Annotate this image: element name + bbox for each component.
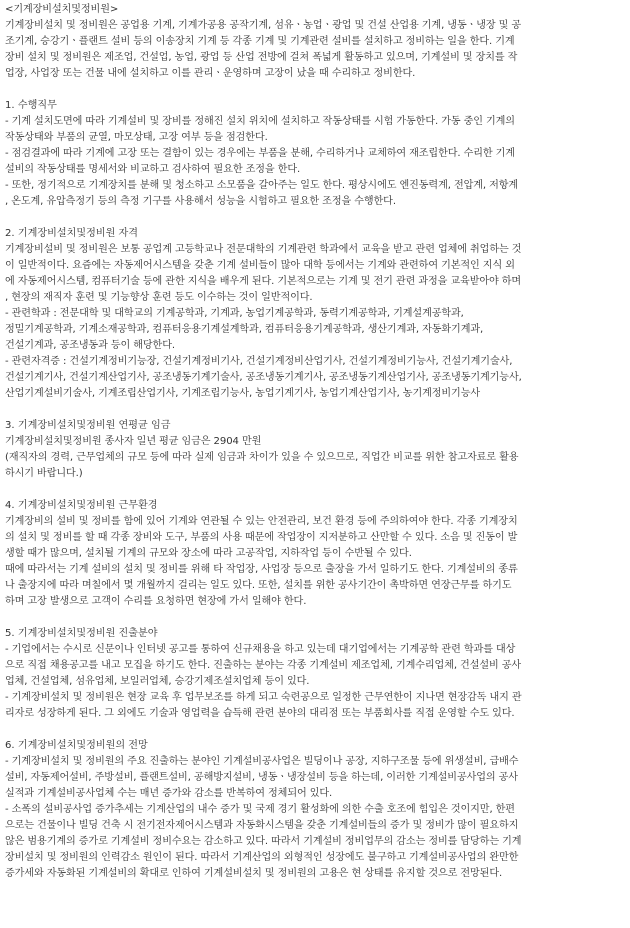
section-line: 작동상태와 부품의 균열, 마모상태, 고장 여부 등을 점검한다.	[5, 132, 268, 143]
section-line: - 기업에서는 수시로 신문이나 인터넷 공고를 통하여 신규채용을 하고 있는데 대기업에서는 기계공학 관련 학과를 대상	[5, 644, 516, 655]
section-heading: 1. 수행직무	[5, 100, 57, 111]
section-line: 나 출장지에 따라 며칠에서 몇 개월까지 걸리는 일도 있다. 또한, 설치를 위한 공사기간이 촉박하면 연장근무를 하기도	[5, 580, 512, 591]
section-line: 설비의 작동상태를 명세서와 비교하고 검사하여 필요한 조정을 한다.	[5, 164, 301, 175]
section-line: 으로 직접 채용공고를 내고 모집을 하기도 한다. 진출하는 분야는 각종 기계설비 제조업체, 기계수리업체, 건설설비 공사	[5, 660, 522, 671]
section-heading: 5. 기계장비설치및정비원 진출분야	[5, 628, 158, 639]
section-line: - 관련자격증 : 건설기계정비기능장, 건설기계정비기사, 건설기계정비산업기사, 건설기계정비기능사, 건설기계기술사,	[5, 356, 513, 367]
section-qualifications	[5, 226, 625, 402]
section-line: - 기계장비설치 및 정비원은 현장 교육 후 업무보조를 하게 되고 숙련공으로 일정한 근무연한이 지나면 현장감독 내지 관	[5, 692, 522, 703]
section-heading: 3. 기계장비설치및정비원 연평균 임금	[5, 420, 171, 431]
section-line: 하며 고장 발생으로 고객이 수리를 요청하면 현장에 가서 일해야 한다.	[5, 596, 307, 607]
section-line: 산업기계설비기술사, 기계조립산업기사, 기계조립기능사, 농업기계기사, 농업기계산업기사, 농기계정비기능사	[5, 388, 481, 399]
section-work-environment	[5, 498, 625, 610]
section-line: - 또한, 정기적으로 기계장치를 분해 및 청소하고 소모품을 갈아주는 일도 한다. 평상시에도 엔진동력계, 전압계, 저항계	[5, 180, 519, 191]
section-line: 의 설치 및 정비를 할 때 각종 장비와 도구, 부품의 사용 때문에 작업장이 지저분하고 산만할 수 있다. 소음 및 진동이 발	[5, 532, 518, 543]
section-line: 증가세와 자동화된 기계설비의 확대로 인하여 기계설비설치 및 정비원의 고용은 현 상태를 유지할 것으로 전망된다.	[5, 868, 503, 879]
section-line: 때에 따라서는 기계 설비의 설치 및 정비를 위해 타 작업장, 사업장 등으로 출장을 가서 일하기도 한다. 기계설비의 종류	[5, 564, 518, 575]
intro-line: 업장, 사업장 또는 건물 내에 설치하고 이를 관리ㆍ운영하며 고장이 났을 때 수리하고 정비한다.	[5, 68, 416, 79]
section-line: 생할 때가 많으며, 설치될 기계의 규모와 장소에 따라 고공작업, 지하작업 등이 수반될 수 있다.	[5, 548, 412, 559]
section-line: 리자로 성장하게 된다. 그 외에도 기술과 영업력을 습득해 관련 분야의 대리점 또는 부품회사를 직접 운영할 수도 있다.	[5, 708, 515, 719]
section-line: (재직자의 경력, 근무업체의 규모 등에 따라 실제 임금과 차이가 있을 수 있으므로, 직업간 비교를 위한 참고자료로 활용	[5, 452, 519, 463]
section-line: 실적과 기계설비공사업체 수는 매년 증가와 감소를 반복하여 정체되어 있다.	[5, 788, 333, 799]
section-duties	[5, 98, 625, 210]
section-salary	[5, 418, 625, 482]
section-line: 장비설치 및 정비원의 인력감소 원인이 된다. 따라서 기계산업의 외형적인 성장에도 불구하고 기계설비공사업의 완만한	[5, 852, 519, 863]
section-line: 에 자동제어시스템, 컴퓨터기술 등에 관한 지식을 배우게 된다. 기본적으로는 기계 및 전기 관련 과정을 교육받아야 하며	[5, 276, 522, 287]
section-line: 업체, 건설업체, 섬유업체, 보일러업체, 승강기제조설치업체 등이 있다.	[5, 676, 310, 687]
section-line: - 점검결과에 따라 기계에 고장 또는 결함이 있는 경우에는 부품을 분해, 수리하거나 교체하여 재조립한다. 수리한 기계	[5, 148, 515, 159]
section-line: 정밀기계공학과, 기계소재공학과, 컴퓨터응용기계설계학과, 컴퓨터응용기계공학과, 생산기계과, 자동화기계과,	[5, 324, 484, 335]
section-line: 으로는 건물이나 빌딩 건축 시 전기전자제어시스템과 자동화시스템을 갖춘 기계설비들의 증가 및 정비가 많이 필요하지	[5, 820, 519, 831]
section-line: 건설기계과, 공조냉동과 등이 해당한다.	[5, 340, 175, 351]
intro-line: 기계장비설치 및 정비원은 공업용 기계, 기계가공용 공작기계, 섬유ㆍ농업ㆍ광업 및 건설 산업용 기계, 냉동ㆍ냉장 및 공	[5, 20, 522, 31]
section-line: - 기계장비설치 및 정비원의 주요 진출하는 분야인 기계설비공사업은 빌딩이나 공장, 지하구조물 등에 위생설비, 급배수	[5, 756, 519, 767]
section-line: 기계장비의 설비 및 정비를 함에 있어 기계와 연관될 수 있는 안전관리, 보건 환경 등에 주의하여야 한다. 각종 기계장치	[5, 516, 518, 527]
section-line: 건설기계기사, 건설기계산업기사, 공조냉동기계기술사, 공조냉동기계기사, 공조냉동기계산업기사, 공조냉동기계기능사,	[5, 372, 522, 383]
section-line: 하시기 바랍니다.)	[5, 468, 83, 479]
section-heading: 4. 기계장비설치및정비원 근무환경	[5, 500, 158, 511]
section-line: - 기계 설치도면에 따라 기계설비 및 장비를 정해진 설치 위치에 설치하고 작동상태를 시험 가동한다. 가동 중인 기계의	[5, 116, 515, 127]
section-line: 이 일반적이다. 요즘에는 자동제어시스템을 갖춘 기계 설비들이 많아 대학 등에서는 기계와 관련하여 기본적인 지식 외	[5, 260, 515, 271]
section-line: 기계장비설치및정비원 종사자 일년 평균 임금은 2904 만원	[5, 436, 262, 447]
section-outlook	[5, 738, 625, 882]
intro-line: 조기계, 승강기ㆍ플랜트 설비 등의 이송장치 기계 등 각종 기계 및 기계관련 설비를 설치하고 정비하는 일을 한다. 기계	[5, 36, 515, 47]
section-heading: 2. 기계장비설치및정비원 자격	[5, 228, 139, 239]
section-line: 않은 범용기계의 증가로 기계설비 정비수요는 감소하고 있다. 따라서 기계설비 정비업무의 감소는 정비를 담당하는 기계	[5, 836, 522, 847]
intro-line: 장비 설치 및 정비원은 제조업, 건설업, 농업, 광업 등 산업 전방에 걸쳐 폭넓게 활동하고 있으며, 기계설비 및 장치를 작	[5, 52, 518, 63]
section-line: , 현장의 재직자 훈련 및 기능향상 훈련 등도 이수하는 것이 일반적이다.	[5, 292, 313, 303]
section-heading: 6. 기계장비설치및정비원의 전망	[5, 740, 148, 751]
section-line: 설비, 자동제어설비, 주방설비, 플랜트설비, 공해방지설비, 냉동ㆍ냉장설비 등을 하는데, 이러한 기계설비공사업의 공사	[5, 772, 518, 783]
section-line: - 관련학과 : 전문대학 및 대학교의 기계공학과, 기계과, 농업기계공학과, 동력기계공학과, 기계설계공학과,	[5, 308, 464, 319]
section-line: - 소폭의 설비공사업 증가추세는 기계산업의 내수 증가 및 국제 경기 활성화에 의한 수출 호조에 힘입은 것이지만, 한편	[5, 804, 515, 815]
section-career-paths	[5, 626, 625, 722]
document-title: <기계장비설치및정비원>	[5, 4, 119, 15]
section-line: 기계장비설비 및 정비원은 보통 공업계 고등학교나 전문대학의 기계관련 학과에서 교육을 받고 관련 업체에 취업하는 것	[5, 244, 522, 255]
intro-paragraph	[5, 18, 625, 82]
section-line: , 온도계, 유압측정기 등의 측정 기구를 사용해서 성능을 시험하고 필요한 조정을 수행한다.	[5, 196, 396, 207]
